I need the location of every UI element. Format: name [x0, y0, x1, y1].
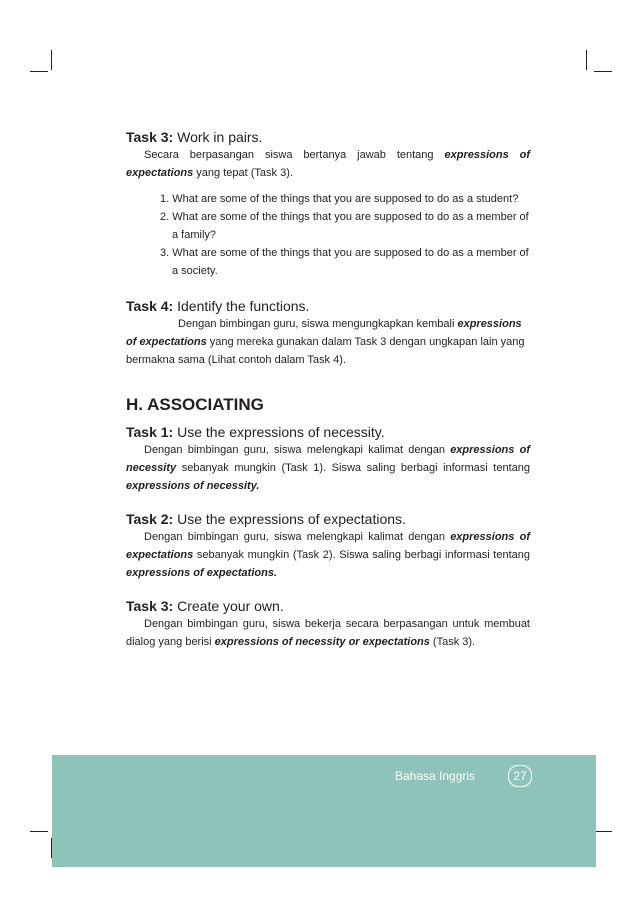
crop-mark [30, 71, 48, 72]
question-list [126, 190, 530, 280]
crop-mark [594, 71, 612, 72]
task-block [126, 597, 530, 651]
task-description: Secara berpasangan siswa bertanya jawab tentang expressions of expectations yang tepat (Task 3). [126, 149, 531, 179]
crop-mark [30, 831, 48, 832]
task-block [126, 423, 530, 495]
crop-mark [586, 50, 587, 70]
task-description: Dengan bimbingan guru, siswa melengkapi kalimat dengan expressions of necessity sebanyak mungkin (Task 1). Siswa saling berbagi informasi tentang expressions of necessity. [126, 444, 530, 492]
page-number: 27 [508, 765, 532, 787]
task-description: Dengan bimbingan guru, siswa melengkapi kalimat dengan expressions of expectations sebanyak mungkin (Task 2). Siswa saling berbagi informasi tentang expressions of expectations. [126, 531, 530, 579]
list-item: 1. What are some of the things that you are supposed to do as a student? [160, 193, 519, 205]
section-heading: H. ASSOCIATING [126, 395, 264, 414]
task-title: Task 4: Identify the functions. [126, 298, 310, 314]
task-description: Dengan bimbingan guru, siswa mengungkapkan kembali expressions of expectations yang mereka gunakan dalam Task 3 dengan ungkapan lain yang bermakna sama (Lihat contoh dalam Task 4). [126, 318, 525, 366]
crop-mark [51, 50, 52, 70]
task-block [126, 128, 530, 280]
task-title: Task 1: Use the expressions of necessity. [126, 424, 385, 440]
crop-mark [594, 831, 612, 832]
task-title: Task 3: Create your own. [126, 598, 284, 614]
task-block [126, 297, 530, 369]
list-item: 3. What are some of the things that you are supposed to do as a member of a society. [160, 247, 529, 277]
task-description: Dengan bimbingan guru, siswa bekerja secara berpasangan untuk membuat dialog yang berisi expressions of necessity or expectations (Task 3). [126, 618, 530, 648]
task-block [126, 510, 530, 582]
task-title: Task 3: Work in pairs. [126, 129, 263, 145]
list-item: 2. What are some of the things that you are supposed to do as a member of a family? [160, 211, 529, 241]
page-content [126, 128, 530, 651]
task-title: Task 2: Use the expressions of expectations. [126, 511, 406, 527]
book-title: Bahasa Inggris [395, 769, 476, 783]
